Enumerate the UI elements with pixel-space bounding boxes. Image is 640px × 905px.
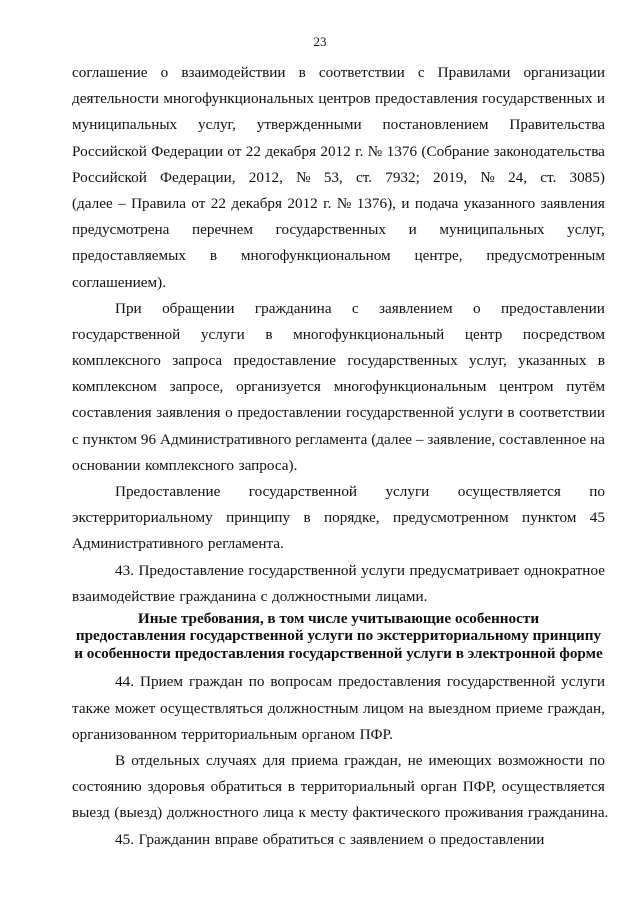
document-body — [72, 60, 609, 853]
paragraph — [72, 60, 605, 296]
text-line: государственной услуги в многофункциональный центр посредством — [72, 325, 605, 343]
text-line: соглашение о взаимодействии в соответствии с Правилами организации — [72, 64, 605, 81]
text-line: организованном территориальным органом ПФР. — [72, 725, 393, 743]
paragraph — [72, 296, 605, 479]
text-line: экстерриториальному принципу в порядке, предусмотренном пунктом 45 — [72, 509, 605, 527]
text-line: взаимодействие гражданина с должностными лицами. — [72, 587, 428, 605]
text-line: Российской Федерации, 2012, № 53, ст. 7932; 2019, № 24, ст. 3085) — [72, 168, 605, 186]
heading-line: и особенности предоставления государственной услуги в электронной форме — [74, 644, 603, 662]
text-line: также может осуществляться должностным лицом на выездном приеме граждан, — [72, 699, 605, 717]
heading-line: Иные требования, в том числе учитывающие особенности — [137, 609, 540, 627]
paragraph — [72, 669, 605, 748]
text-line: комплексного запроса предоставление государственных услуг, указанных в — [72, 352, 605, 370]
paragraph — [72, 827, 605, 853]
page-number: 23 — [313, 34, 327, 49]
text-line: 44. Прием граждан по вопросам предоставления государственной услуги — [115, 673, 605, 691]
paragraphs-after-heading — [72, 669, 609, 852]
text-line: В отдельных случаях для приема граждан, не имеющих возможности по — [115, 752, 605, 769]
text-line: Предоставление государственной услуги осуществляется по — [115, 483, 605, 500]
text-line: деятельности многофункциональных центров предоставления государственных и — [72, 90, 605, 108]
paragraph — [72, 558, 605, 610]
text-line: выезд (выезд) должностного лица к месту фактического проживания гражданина. — [72, 804, 609, 822]
paragraphs-before-heading — [72, 60, 605, 610]
text-line: состоянию здоровья обратиться в территориальный орган ПФР, осуществляется — [72, 778, 605, 796]
text-line: предусмотрена перечнем государственных и муниципальных услуг, — [72, 221, 605, 239]
text-line: (далее – Правила от 22 декабря 2012 г. № 1376), и подача указанного заявления — [72, 194, 605, 212]
heading-line: предоставления государственной услуги по экстерриториальному принципу — [75, 627, 602, 645]
text-line: предоставляемых в многофункциональном центре, предусмотренным — [72, 247, 605, 265]
text-line: 45. Гражданин вправе обратиться с заявлением о предоставлении — [115, 830, 545, 848]
text-line: При обращении гражданина с заявлением о предоставлении — [115, 299, 605, 317]
paragraph — [72, 479, 605, 558]
text-line: основании комплексного запроса). — [72, 456, 298, 474]
paragraph — [72, 748, 609, 827]
text-line: 43. Предоставление государственной услуги предусматривает однократное — [115, 561, 605, 579]
text-line: Административного регламента. — [72, 535, 284, 553]
text-line: составления заявления о предоставлении государственной услуги в соответствии — [72, 404, 605, 422]
text-line: муниципальных услуг, утвержденными постановлением Правительства — [72, 116, 605, 134]
text-line: Российской Федерации от 22 декабря 2012 г. № 1376 (Собрание законодательства — [72, 142, 605, 160]
text-line: комплексном запросе, организуется многофункциональным центром путём — [72, 378, 605, 396]
text-line: соглашением). — [72, 273, 167, 291]
text-line: с пунктом 96 Административного регламента (далее – заявление, составленное на — [72, 430, 605, 448]
section-heading — [72, 610, 605, 663]
